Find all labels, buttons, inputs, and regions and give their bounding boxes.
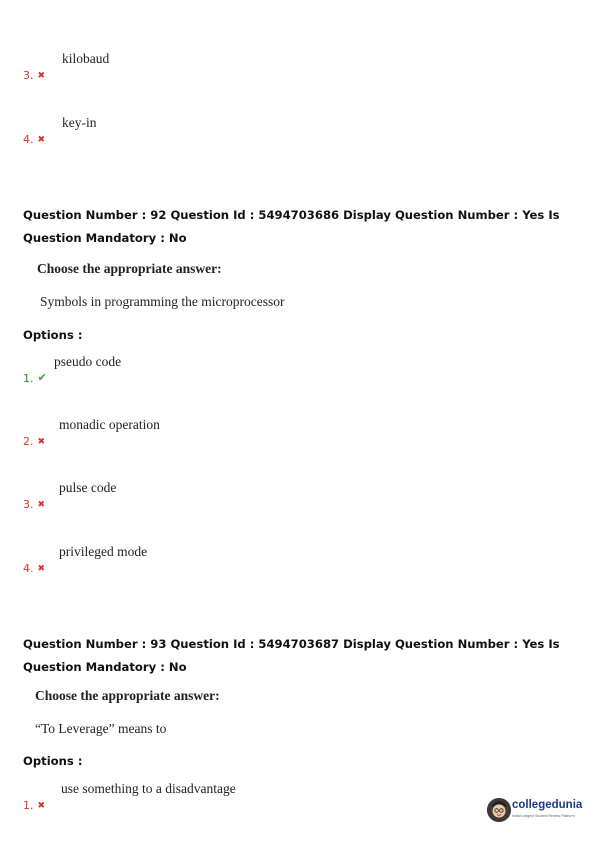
cross-icon: ✖ — [37, 500, 46, 510]
cross-icon: ✖ — [37, 564, 46, 574]
option-text: privileged mode — [59, 544, 148, 559]
options-label: Options : — [23, 328, 83, 342]
option-number: 4. — [23, 562, 34, 575]
option-number: 2. — [23, 435, 34, 448]
option-text: use something to a disadvantage — [61, 781, 236, 796]
question-instruction: Choose the appropriate answer: — [37, 261, 222, 276]
option-row — [23, 557, 45, 576]
question-text: “To Leverage” means to — [35, 721, 167, 736]
option-row — [23, 367, 47, 386]
check-icon: ✔ — [37, 371, 47, 384]
collegedunia-logo — [487, 796, 585, 830]
option-number: 3. — [23, 498, 34, 511]
option-number: 3. — [23, 69, 34, 82]
option-row — [23, 493, 45, 512]
option-text: kilobaud — [62, 51, 110, 66]
option-number: 1. — [23, 799, 34, 812]
question-instruction: Choose the appropriate answer: — [35, 688, 220, 703]
question-header: Question Number : 93 Question Id : 5494703687 Display Question Number : Yes Is Question Mandatory : No — [23, 637, 560, 674]
option-row — [23, 64, 45, 83]
cross-icon: ✖ — [37, 135, 46, 145]
mascot-icon — [487, 798, 511, 822]
option-text: pulse code — [59, 480, 117, 495]
cross-icon: ✖ — [37, 801, 46, 811]
option-text: pseudo code — [54, 354, 122, 369]
logo-name: collegedunia — [512, 799, 583, 811]
option-number: 1. — [23, 372, 34, 385]
options-label: Options : — [23, 754, 83, 768]
option-text: monadic operation — [59, 417, 160, 432]
cross-icon: ✖ — [37, 71, 46, 81]
question-text: Symbols in programming the microprocessor — [40, 294, 285, 309]
question-header: Question Number : 92 Question Id : 5494703686 Display Question Number : Yes Is Question Mandatory : No — [23, 208, 560, 245]
option-row — [23, 794, 45, 813]
option-number: 4. — [23, 133, 34, 146]
option-text: key-in — [62, 115, 97, 130]
cross-icon: ✖ — [37, 437, 46, 447]
option-row — [23, 128, 45, 147]
option-row — [23, 430, 45, 449]
logo-tagline: India's largest Student Review Platform — [512, 814, 575, 818]
